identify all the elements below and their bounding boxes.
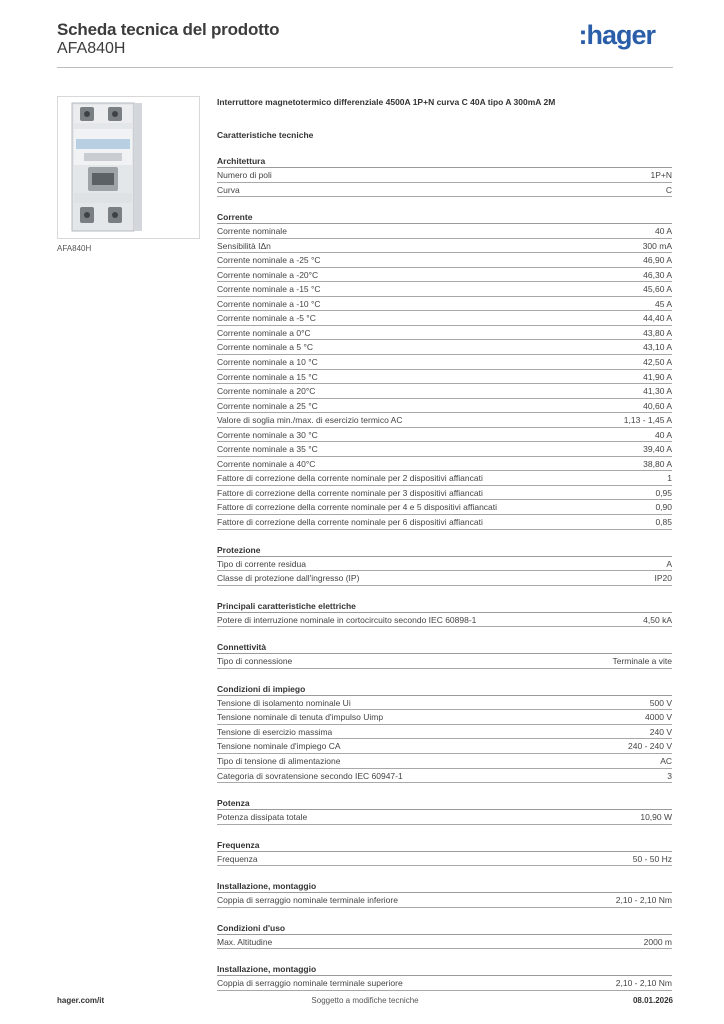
spec-row bbox=[217, 326, 672, 341]
spec-row bbox=[217, 696, 672, 711]
spec-row bbox=[217, 457, 672, 472]
spec-section bbox=[217, 922, 672, 950]
spec-label: Tipo di tensione di alimentazione bbox=[217, 755, 341, 766]
spec-label: Corrente nominale a 20°C bbox=[217, 386, 316, 397]
spec-row bbox=[217, 976, 672, 991]
spec-value: 240 V bbox=[649, 726, 672, 737]
spec-label: Tensione nominale d'impiego CA bbox=[217, 741, 341, 752]
spec-value: 2000 m bbox=[643, 936, 672, 947]
spec-row bbox=[217, 754, 672, 769]
spec-value: 240 - 240 V bbox=[628, 741, 672, 752]
spec-label: Tipo di corrente residua bbox=[217, 558, 306, 569]
section-title: Frequenza bbox=[217, 839, 672, 852]
spec-value: 50 - 50 Hz bbox=[632, 853, 672, 864]
spec-row bbox=[217, 183, 672, 198]
spec-label: Tipo di connessione bbox=[217, 656, 293, 667]
spec-section bbox=[217, 683, 672, 783]
footer-date: 08.01.2026 bbox=[632, 996, 673, 1005]
spec-label: Fattore di correzione della corrente nominale per 4 e 5 dispositivi affiancati bbox=[217, 502, 498, 513]
footer-website[interactable]: hager.com/it bbox=[57, 996, 105, 1005]
spec-value: 1,13 - 1,45 A bbox=[623, 415, 672, 426]
spec-value: 41,30 A bbox=[643, 386, 672, 397]
spec-row bbox=[217, 355, 672, 370]
spec-row bbox=[217, 239, 672, 254]
spec-label: Corrente nominale a 5 °C bbox=[217, 342, 314, 353]
spec-row bbox=[217, 893, 672, 908]
spec-section bbox=[217, 963, 672, 991]
spec-row bbox=[217, 852, 672, 867]
spec-row bbox=[217, 571, 672, 586]
circuit-breaker-icon bbox=[58, 97, 199, 238]
spec-value: 46,30 A bbox=[643, 269, 672, 280]
spec-row bbox=[217, 384, 672, 399]
spec-value: IP20 bbox=[654, 573, 672, 584]
spec-sections bbox=[217, 155, 672, 991]
hager-logo bbox=[578, 20, 655, 51]
spec-section bbox=[217, 155, 672, 197]
spec-row bbox=[217, 769, 672, 784]
section-title: Condizioni d'uso bbox=[217, 922, 672, 935]
spec-row bbox=[217, 739, 672, 754]
spec-row bbox=[217, 168, 672, 183]
spec-label: Max. Altitudine bbox=[217, 936, 273, 947]
spec-row bbox=[217, 710, 672, 725]
spec-row bbox=[217, 442, 672, 457]
section-title: Connettività bbox=[217, 641, 672, 654]
spec-value: 0,90 bbox=[655, 502, 672, 513]
spec-row bbox=[217, 282, 672, 297]
spec-value: 39,40 A bbox=[643, 444, 672, 455]
spec-subtitle: Caratteristiche tecniche bbox=[217, 130, 314, 140]
spec-row bbox=[217, 810, 672, 825]
spec-section bbox=[217, 797, 672, 825]
spec-value: 43,10 A bbox=[643, 342, 672, 353]
spec-section bbox=[217, 211, 672, 529]
spec-label: Corrente nominale a -15 °C bbox=[217, 284, 321, 295]
spec-value: C bbox=[665, 184, 672, 195]
spec-value: 42,50 A bbox=[643, 357, 672, 368]
spec-row bbox=[217, 297, 672, 312]
spec-section bbox=[217, 600, 672, 628]
spec-value: 300 mA bbox=[642, 240, 672, 251]
spec-row bbox=[217, 370, 672, 385]
spec-label: Coppia di serraggio nominale terminale inferiore bbox=[217, 895, 398, 906]
spec-label: Corrente nominale a 25 °C bbox=[217, 400, 318, 411]
spec-value: Terminale a vite bbox=[612, 656, 672, 667]
spec-row bbox=[217, 654, 672, 669]
spec-row bbox=[217, 311, 672, 326]
document-title: Scheda tecnica del prodotto bbox=[57, 20, 280, 39]
section-title: Installazione, montaggio bbox=[217, 963, 672, 976]
footer-notice: Soggetto a modifiche tecniche bbox=[311, 996, 419, 1005]
spec-section bbox=[217, 641, 672, 669]
spec-section bbox=[217, 880, 672, 908]
spec-row bbox=[217, 500, 672, 515]
logo-text: hager bbox=[586, 20, 655, 50]
spec-row bbox=[217, 224, 672, 239]
spec-section bbox=[217, 544, 672, 586]
spec-label: Fattore di correzione della corrente nominale per 2 dispositivi affiancati bbox=[217, 473, 483, 484]
spec-label: Corrente nominale a -5 °C bbox=[217, 313, 316, 324]
spec-value: 0,85 bbox=[655, 517, 672, 528]
product-image bbox=[57, 96, 200, 239]
spec-value: 1P+N bbox=[650, 170, 672, 180]
spec-value: 40 A bbox=[654, 226, 672, 237]
spec-value: 4000 V bbox=[645, 712, 672, 723]
image-caption: AFA840H bbox=[57, 244, 92, 253]
spec-value: A bbox=[666, 558, 672, 569]
spec-label: Curva bbox=[217, 184, 240, 195]
spec-label: Frequenza bbox=[217, 853, 258, 864]
spec-section bbox=[217, 839, 672, 867]
spec-row bbox=[217, 399, 672, 414]
spec-label: Numero di poli bbox=[217, 170, 272, 180]
spec-row bbox=[217, 268, 672, 283]
spec-row bbox=[217, 613, 672, 628]
spec-value: 2,10 - 2,10 Nm bbox=[615, 895, 672, 906]
spec-label: Sensibilità IΔn bbox=[217, 240, 271, 251]
spec-label: Coppia di serraggio nominale terminale superiore bbox=[217, 978, 403, 989]
spec-label: Corrente nominale a -20°C bbox=[217, 269, 319, 280]
spec-value: 40 A bbox=[654, 429, 672, 440]
spec-value: 4,50 kA bbox=[643, 614, 672, 625]
spec-value: 1 bbox=[667, 473, 672, 484]
spec-label: Tensione nominale di tenuta d'impulso Uimp bbox=[217, 712, 384, 723]
spec-label: Valore di soglia min./max. di esercizio termico AC bbox=[217, 415, 403, 426]
spec-value: 2,10 - 2,10 Nm bbox=[615, 978, 672, 989]
spec-value: 41,90 A bbox=[643, 371, 672, 382]
spec-value: 500 V bbox=[649, 697, 672, 708]
spec-value: 3 bbox=[667, 770, 672, 781]
spec-row bbox=[217, 428, 672, 443]
spec-value: 0,95 bbox=[655, 487, 672, 498]
spec-label: Corrente nominale bbox=[217, 226, 287, 237]
spec-label: Tensione di isolamento nominale Ui bbox=[217, 697, 351, 708]
logo-dots-icon: : bbox=[578, 20, 587, 50]
spec-value: AC bbox=[660, 755, 672, 766]
spec-value: 40,60 A bbox=[643, 400, 672, 411]
spec-row bbox=[217, 557, 672, 572]
spec-row bbox=[217, 471, 672, 486]
spec-value: 44,40 A bbox=[643, 313, 672, 324]
spec-value: 38,80 A bbox=[643, 458, 672, 469]
page-header bbox=[57, 20, 673, 70]
page-footer bbox=[57, 996, 673, 1008]
spec-value: 45 A bbox=[654, 298, 672, 309]
spec-value: 45,60 A bbox=[643, 284, 672, 295]
spec-label: Categoria di sovratensione secondo IEC 60947-1 bbox=[217, 770, 403, 781]
spec-label: Corrente nominale a -25 °C bbox=[217, 255, 321, 266]
spec-label: Potere di interruzione nominale in cortocircuito secondo IEC 60898-1 bbox=[217, 614, 477, 625]
spec-row bbox=[217, 515, 672, 530]
spec-label: Classe di protezione dall'ingresso (IP) bbox=[217, 573, 360, 584]
product-description: Interruttore magnetotermico differenziale 4500A 1P+N curva C 40A tipo A 300mA 2M bbox=[217, 97, 556, 107]
spec-content bbox=[217, 95, 672, 991]
section-title: Protezione bbox=[217, 544, 672, 557]
spec-row bbox=[217, 935, 672, 950]
spec-value: 43,80 A bbox=[643, 327, 672, 338]
spec-label: Potenza dissipata totale bbox=[217, 812, 308, 823]
spec-label: Corrente nominale a 40°C bbox=[217, 458, 316, 469]
spec-row bbox=[217, 486, 672, 501]
spec-label: Tensione di esercizio massima bbox=[217, 726, 333, 737]
spec-label: Fattore di correzione della corrente nominale per 6 dispositivi affiancati bbox=[217, 517, 483, 528]
section-title: Potenza bbox=[217, 797, 672, 810]
spec-row bbox=[217, 253, 672, 268]
spec-value: 46,90 A bbox=[643, 255, 672, 266]
spec-row bbox=[217, 413, 672, 428]
spec-label: Corrente nominale a 30 °C bbox=[217, 429, 318, 440]
section-title: Architettura bbox=[217, 155, 672, 168]
product-code: AFA840H bbox=[57, 40, 126, 57]
spec-label: Corrente nominale a 15 °C bbox=[217, 371, 318, 382]
spec-label: Corrente nominale a -10 °C bbox=[217, 298, 321, 309]
header-divider bbox=[57, 67, 673, 68]
spec-value: 10,90 W bbox=[640, 812, 672, 823]
section-title: Corrente bbox=[217, 211, 672, 224]
section-title: Installazione, montaggio bbox=[217, 880, 672, 893]
section-title: Principali caratteristiche elettriche bbox=[217, 600, 672, 613]
spec-row bbox=[217, 725, 672, 740]
spec-label: Corrente nominale a 10 °C bbox=[217, 357, 318, 368]
spec-row bbox=[217, 340, 672, 355]
spec-label: Fattore di correzione della corrente nominale per 3 dispositivi affiancati bbox=[217, 487, 483, 498]
section-title: Condizioni di impiego bbox=[217, 683, 672, 696]
spec-label: Corrente nominale a 35 °C bbox=[217, 444, 318, 455]
spec-label: Corrente nominale a 0°C bbox=[217, 327, 311, 338]
